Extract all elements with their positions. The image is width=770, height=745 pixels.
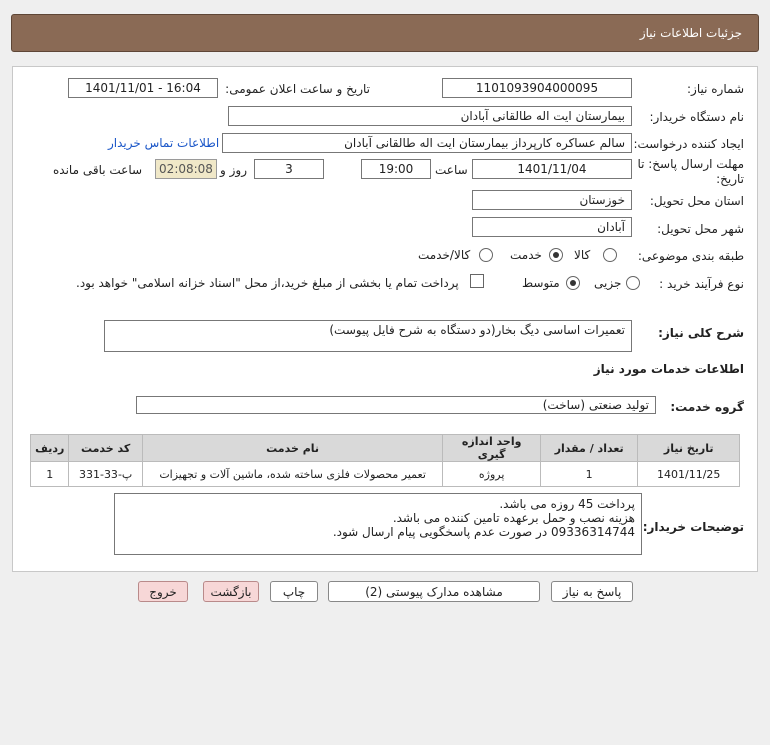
service-group-field: تولید صنعتی (ساخت) — [136, 396, 656, 414]
service-group-label: گروه خدمت: — [670, 400, 744, 414]
col-header-row-number: ردیف — [31, 435, 69, 462]
buyer-notes-line-1: پرداخت 45 روزه می باشد. — [499, 497, 635, 511]
deadline-label-line1: مهلت ارسال پاسخ: تا — [637, 157, 744, 171]
cell-row-number: 1 — [31, 462, 69, 487]
services-table-header — [31, 435, 740, 462]
cell-need-date: 1401/11/25 — [638, 462, 740, 487]
process-radio-medium[interactable] — [566, 276, 580, 290]
city-label: شهر محل تحویل: — [657, 222, 744, 236]
col-header-service-name: نام خدمت — [142, 435, 443, 462]
need-number-field: 1101093904000095 — [442, 78, 632, 98]
remaining-time-field: 02:08:08 — [155, 159, 217, 179]
print-button[interactable]: چاپ — [270, 581, 318, 602]
buyer-contact-link[interactable]: اطلاعات تماس خریدار — [108, 136, 220, 150]
category-radio-goods-service[interactable] — [479, 248, 493, 262]
province-field: خوزستان — [472, 190, 632, 210]
deadline-time-label: ساعت — [435, 163, 468, 177]
category-option-service: خدمت — [510, 248, 542, 262]
buyer-notes-label: توضیحات خریدار: — [642, 520, 744, 534]
view-attachments-button[interactable]: مشاهده مدارک پیوستی (2) — [328, 581, 540, 602]
buyer-org-label: نام دستگاه خریدار: — [649, 110, 744, 124]
category-radio-goods[interactable] — [603, 248, 617, 262]
requester-field: سالم عساکره کارپرداز بیمارستان ایت اله طالقانی آبادان — [222, 133, 632, 153]
announce-label: تاریخ و ساعت اعلان عمومی: — [225, 82, 370, 96]
page-title: جزئیات اطلاعات نیاز — [639, 26, 742, 40]
deadline-date-field: 1401/11/04 — [472, 159, 632, 179]
reply-button[interactable]: پاسخ به نیاز — [551, 581, 633, 602]
cell-quantity: 1 — [540, 462, 638, 487]
category-option-goods: کالا — [574, 248, 591, 262]
col-header-quantity: تعداد / مقدار — [540, 435, 638, 462]
category-label: طبقه بندی موضوعی: — [637, 249, 744, 263]
treasury-checkbox-text: پرداخت تمام یا بخشی از مبلغ خرید،از محل "اسناد خزانه اسلامی" خواهد بود. — [76, 276, 459, 290]
buyer-org-field: بیمارستان ایت اله طالقانی آبادان — [228, 106, 632, 126]
col-header-service-code: کد خدمت — [69, 435, 142, 462]
process-radio-minor[interactable] — [626, 276, 640, 290]
category-option-goods-service: کالا/خدمت — [418, 248, 471, 262]
back-button[interactable]: بازگشت — [203, 581, 259, 602]
announce-field: 1401/11/01 - 16:04 — [68, 78, 218, 98]
summary-field: تعمیرات اساسی دیگ بخار(دو دستگاه به شرح فایل پیوست) — [104, 320, 632, 352]
summary-label: شرح کلی نیاز: — [658, 326, 744, 340]
category-radio-service[interactable] — [549, 248, 563, 262]
buyer-notes-line-3: 09336314744 در صورت عدم پاسخگویی پیام ارسال شود. — [332, 525, 635, 539]
deadline-days-label: روز و — [220, 163, 247, 177]
requester-label: ایجاد کننده درخواست: — [633, 137, 744, 151]
exit-button[interactable]: خروج — [138, 581, 188, 602]
title-bar — [11, 14, 759, 52]
col-header-need-date: تاریخ نیاز — [638, 435, 740, 462]
process-option-minor: جزیی — [594, 276, 622, 290]
need-number-label: شماره نیاز: — [687, 82, 744, 96]
buyer-notes-box — [114, 493, 642, 555]
province-label: استان محل تحویل: — [649, 194, 744, 208]
remaining-time-label: ساعت باقی مانده — [53, 163, 143, 177]
deadline-time-field: 19:00 — [361, 159, 431, 179]
process-option-medium: متوسط — [522, 276, 560, 290]
table-row — [31, 462, 740, 487]
process-label: نوع فرآیند خرید : — [659, 277, 744, 291]
services-table — [30, 434, 740, 487]
buyer-notes-line-2: هزینه نصب و حمل برعهده تامین کننده می باشد. — [392, 511, 635, 525]
cell-service-code: پ-33-331 — [69, 462, 142, 487]
cell-service-name: تعمیر محصولات فلزی ساخته شده، ماشین آلات و تجهیزات — [142, 462, 443, 487]
treasury-checkbox[interactable] — [470, 274, 484, 288]
services-heading: اطلاعات خدمات مورد نیاز — [593, 362, 744, 376]
deadline-label-line2: تاریخ: — [716, 172, 744, 186]
col-header-unit: واحد اندازه گیری — [443, 435, 541, 462]
cell-unit: پروژه — [443, 462, 541, 487]
deadline-days-field: 3 — [254, 159, 324, 179]
city-field: آبادان — [472, 217, 632, 237]
